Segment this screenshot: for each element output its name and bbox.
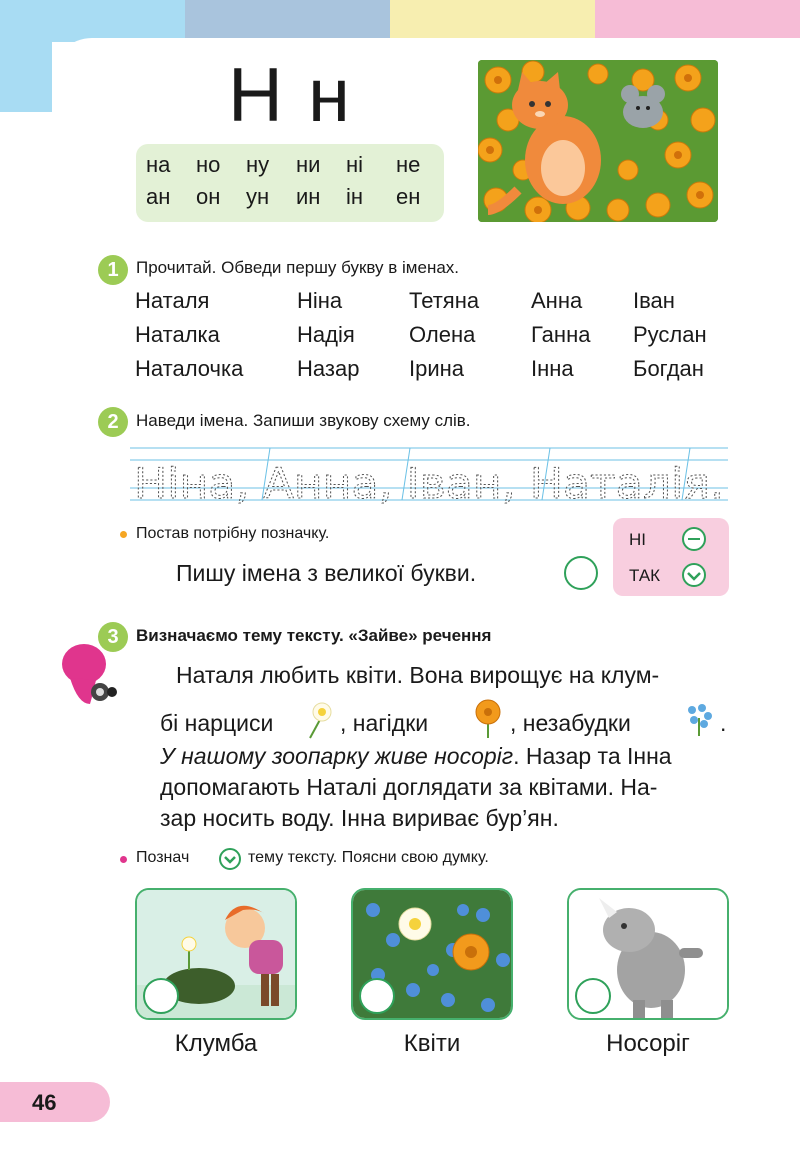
syllable: ні [346,152,364,177]
pink-robot-mascot-icon [60,640,122,710]
task-number-badge: 3 [98,622,128,652]
cat-and-mouse-illustration [478,60,718,222]
name-item: Назар [297,356,360,381]
syllable: не [396,152,421,177]
choice-card-flowers[interactable] [351,888,513,1020]
choice-caption: Клумба [174,1030,258,1057]
name-item: Олена [409,322,476,347]
syllable: он [196,184,221,209]
minus-circle-icon [681,526,707,552]
text-segment: . Назар та Інна [513,743,672,769]
top-band-yellow [390,0,595,42]
trace-text: Ніна, Анна, Іван, Наталія. [134,459,724,504]
task-2-instruction: Наведи імена. Запиши звукову схему слів. [136,411,471,430]
text-segment: , незабудки [510,710,631,736]
side-color-block [0,42,52,112]
bullet-orange [120,531,127,538]
choice-circle[interactable] [575,978,611,1014]
syllable: но [196,152,221,177]
name-item: Наталка [135,322,220,347]
marks-legend [613,518,729,596]
name-item: Надія [297,322,355,347]
choice-caption: Носоріг [606,1030,690,1057]
text-line-1: Наталя любить квіти. Вона вирощує на клум- [176,662,660,688]
bullet-pink [120,856,127,863]
name-item: Наталочка [135,356,244,381]
text-line-3 [160,741,672,771]
name-item: Іван [633,288,675,313]
choice-circle[interactable] [359,978,395,1014]
top-band-blue [0,0,185,42]
syllable: ун [246,184,270,209]
text-segment: бі нарциси [160,710,274,736]
name-item: Тетяна [409,288,480,313]
task-number-badge: 1 [98,255,128,285]
choice-caption: Квіти [403,1030,461,1057]
name-item: Богдан [633,356,704,381]
name-item: Ніна [297,288,343,313]
big-letter-heading: Н н [228,53,352,138]
name-item: Інна [531,356,574,381]
choice-circle[interactable] [143,978,179,1014]
task-number-badge: 2 [98,407,128,437]
name-item: Ганна [531,322,591,347]
names-row [135,284,707,318]
syllable: ну [246,152,270,177]
syllable: ен [396,184,421,209]
syllable: ін [346,184,364,209]
names-row [135,352,707,386]
text-segment: . [720,710,727,736]
top-band-steel [185,0,390,42]
names-table [135,284,707,386]
name-item: Наталя [135,288,210,313]
syllables-row-1 [146,152,446,178]
daffodil-icon [300,700,334,740]
task-3-sub-a: Познач [136,849,190,866]
syllables-box [136,144,444,222]
statement-text: Пишу імена з великої букви. [176,560,477,586]
marigold-icon [468,698,508,740]
name-item: Руслан [633,322,707,347]
legend-no-label: НІ [629,530,646,549]
task-3-title: Визначаємо тему тексту. «Зайве» речення [136,626,492,645]
name-item: Ірина [409,356,465,381]
name-item: Анна [531,288,583,313]
top-band-pink [595,0,800,42]
task-1-instruction: Прочитай. Обведи першу букву в іменах. [136,258,460,277]
text-segment: , нагідки [340,710,429,736]
task-3-sub-b: тему тексту. Поясни свою думку. [248,849,489,866]
syllable: на [146,152,171,177]
syllable: ин [296,184,321,209]
syllable: ан [146,184,171,209]
check-circle-icon [681,562,707,588]
legend-yes-label: ТАК [629,566,661,585]
syllable: ни [296,152,321,177]
extra-sentence: У нашому зоопарку живе носоріг [160,743,514,769]
text-line-5: зар носить воду. Інна вириває бур’ян. [160,805,559,831]
forget-me-not-icon [680,700,718,738]
choice-card-flowerbed[interactable] [135,888,297,1020]
names-row [135,318,707,352]
copybook-trace-lines[interactable] [130,440,728,504]
text-line-2 [160,708,273,738]
check-circle-icon [218,847,242,871]
page-number: 46 [32,1090,57,1115]
text-line-4: допомагають Наталі доглядати за квітами. На- [160,774,658,800]
task-2-sub-instruction: Постав потрібну позначку. [136,525,330,542]
syllables-row-2 [146,184,446,210]
choice-card-rhino[interactable] [567,888,729,1020]
answer-circle[interactable] [564,556,598,590]
